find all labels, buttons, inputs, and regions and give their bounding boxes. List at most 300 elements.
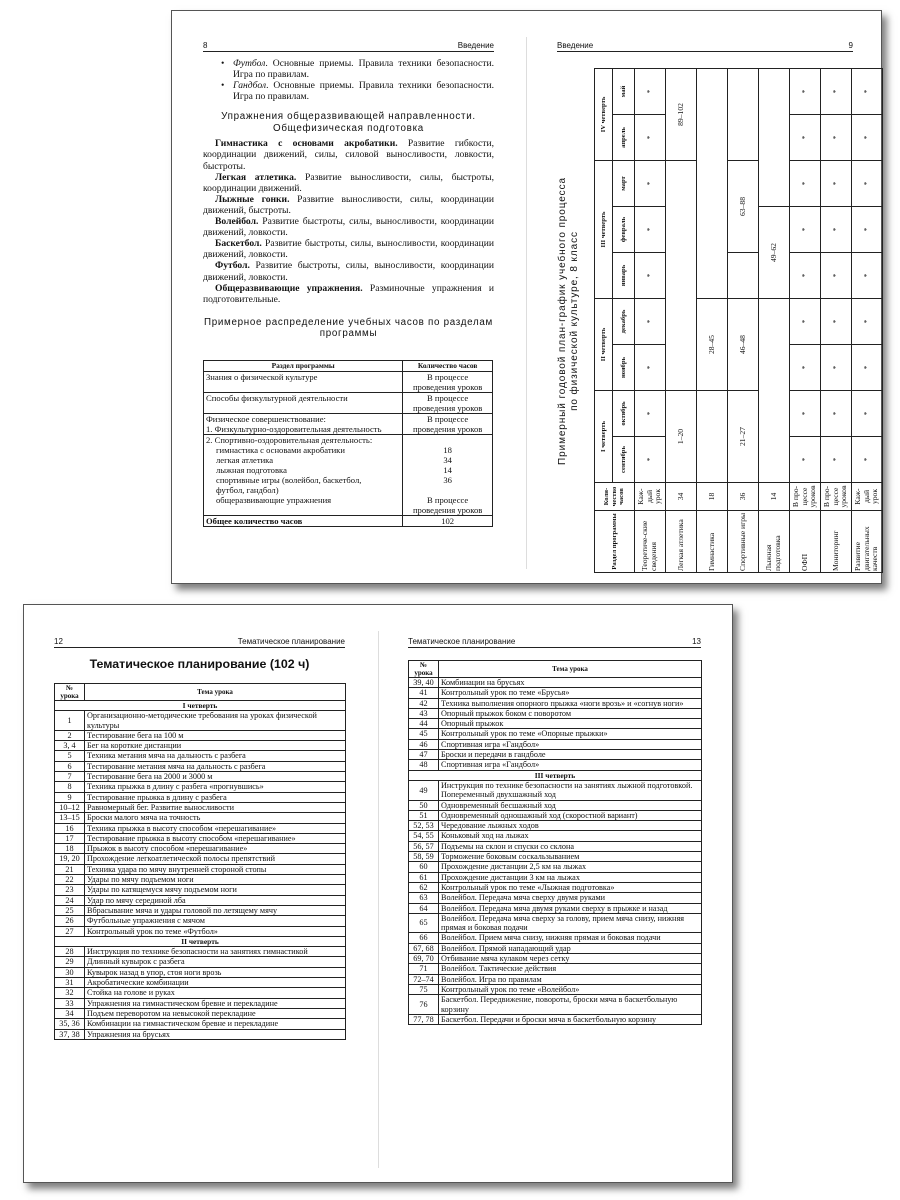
lesson-topic: Техника прыжка в длину с разбега «прогнувшись»: [85, 782, 346, 792]
row-section-label: Гимнастика: [697, 511, 728, 573]
mark-cell: *: [790, 207, 821, 253]
page-title: Тематическое планирование (102 ч): [89, 657, 310, 671]
lesson-topic: Волейбол. Передача мяча сверху двумя руками: [439, 893, 702, 903]
lesson-topic: Подъемы на склон и спуски со склона: [439, 841, 702, 851]
quarter-row: [409, 770, 702, 780]
mark-cell: *: [635, 114, 666, 160]
lesson-topic: Акробатические комбинации: [85, 978, 346, 988]
lesson-topic: Волейбол. Передача мяча сверху за голову, прием мяча снизу, нижняя прямая и боковая подачи: [439, 913, 702, 933]
lesson-topic: Техника прыжка в высоту способом «перешагивание»: [85, 823, 346, 833]
table-row: [409, 708, 702, 718]
running-header: [557, 41, 853, 52]
quarter-header: IV четверть: [595, 68, 613, 160]
hours-line: 18: [443, 445, 452, 455]
running-head-title: Тематическое планирование: [408, 637, 516, 646]
table-row: [55, 885, 346, 895]
section-line: лыжная подготовка: [216, 465, 287, 475]
schedule-table-body: [595, 68, 883, 572]
table-row: [55, 782, 346, 792]
col-header-number: № урока: [55, 684, 85, 701]
lesson-topic: Баскетбол. Передвижение, повороты, броски мяча в баскетбольную корзину: [439, 995, 702, 1015]
lesson-number: 58, 59: [409, 852, 439, 862]
lesson-topic: Тестирование бега на 100 м: [85, 730, 346, 740]
hours-line: В процессе проведения уроков: [412, 372, 483, 392]
page-number: 8: [203, 41, 208, 50]
lesson-number: 39, 40: [409, 678, 439, 688]
month-header: ноябрь: [613, 345, 635, 391]
lesson-topic: Спортивная игра «Гандбол»: [439, 739, 702, 749]
lesson-number: 65: [409, 913, 439, 933]
table-row: [409, 729, 702, 739]
lesson-topic: Одновременный одношажный ход (скоростной вариант): [439, 810, 702, 820]
month-header: январь: [613, 253, 635, 299]
table-row: [409, 954, 702, 964]
lesson-number: 60: [409, 862, 439, 872]
col-header-hours: Коли-чество часов: [595, 483, 635, 511]
lesson-number: 67, 68: [409, 943, 439, 953]
lesson-topic: Техника выполнения опорного прыжка «ноги врозь» и «согнув ноги»: [439, 698, 702, 708]
mark-cell: *: [852, 114, 883, 160]
lesson-number: 30: [55, 967, 85, 977]
mark-cell: *: [852, 160, 883, 206]
table-row: [55, 916, 346, 926]
lesson-topic: Волейбол. Игра по правилам: [439, 974, 702, 984]
mark-cell: *: [852, 68, 883, 114]
lesson-number: 62: [409, 882, 439, 892]
lesson-topic: Комбинации на брусьях: [439, 678, 702, 688]
row-section-label: Развитие двигательных качеств: [852, 511, 883, 573]
section-line: 1. Физкультурно-оздоровительная деятельность: [206, 424, 382, 434]
lesson-topic: Одновременный бесшажный ход: [439, 800, 702, 810]
lesson-number: 77, 78: [409, 1014, 439, 1024]
section-cell: [204, 435, 403, 516]
lesson-number: 16: [55, 823, 85, 833]
section-heading: Упражнения общеразвивающей направленности. Общефизическая подготовка: [221, 111, 476, 134]
hours-line: 14: [443, 465, 452, 475]
running-header: [408, 637, 701, 648]
table-row: [409, 831, 702, 841]
mark-cell: *: [635, 68, 666, 114]
paragraph-general: Общеразвивающие упражнения. Разминочные упражнения и подготовительные.: [203, 282, 494, 305]
lesson-topic: Тестирование метания мяча на дальность с разбега: [85, 761, 346, 771]
lesson-topic: Волейбол. Прием мяча снизу, нижняя прямая и боковая подачи: [439, 933, 702, 943]
mark-cell: *: [635, 299, 666, 345]
lesson-number: 76: [409, 995, 439, 1015]
mark-cell: *: [821, 114, 852, 160]
mark-cell: *: [852, 437, 883, 483]
lesson-topic: Контрольный урок по теме «Брусья»: [439, 688, 702, 698]
quarter-header: I четверть: [595, 391, 613, 483]
page-number: 12: [54, 637, 63, 646]
lesson-topic: Спортивная игра «Гандбол»: [439, 760, 702, 770]
schedule-row: [852, 68, 883, 572]
lesson-number: 71: [409, 964, 439, 974]
lesson-topic: Комбинации на гимнастическом бревне и перекладине: [85, 1019, 346, 1029]
table-row: [409, 698, 702, 708]
lesson-topic: Бег на короткие дистанции: [85, 741, 346, 751]
lesson-topic: Кувырок назад в упор, стоя ноги врозь: [85, 967, 346, 977]
table-row: [409, 750, 702, 760]
table-row: [55, 905, 346, 915]
table-row: [409, 780, 702, 800]
lesson-number: 66: [409, 933, 439, 943]
lesson-number: 44: [409, 719, 439, 729]
schedule-title-line-2: по физической культуре, 8 класс: [569, 231, 580, 411]
schedule-row: [759, 68, 790, 572]
table-row: [55, 988, 346, 998]
table-row: [409, 739, 702, 749]
table-row: [409, 995, 702, 1015]
mark-cell: *: [790, 391, 821, 437]
section-line: футбол, гандбол): [216, 485, 279, 495]
table-row: [55, 854, 346, 864]
hours-cell: [403, 414, 493, 435]
section-cell: [204, 372, 403, 393]
section-line: спортивные игры (волейбол, баскетбол,: [216, 475, 362, 485]
table-row: [55, 926, 346, 936]
lesson-topic: Прыжок в высоту способом «перешагивание»: [85, 844, 346, 854]
mark-cell: *: [821, 437, 852, 483]
lesson-number: 25: [55, 905, 85, 915]
hours-line: [405, 485, 490, 495]
schedule-row: [790, 68, 821, 572]
lesson-number: 69, 70: [409, 954, 439, 964]
table-row: [55, 741, 346, 751]
lesson-number: 21: [55, 864, 85, 874]
mark-cell: *: [790, 253, 821, 299]
lesson-topic: Тестирование прыжка в высоту способом «перешагивание»: [85, 833, 346, 843]
paragraph-basketball: Баскетбол. Развитие быстроты, силы, выносливости, координации движений, ловкости.: [203, 238, 494, 261]
table-row: [55, 792, 346, 802]
running-header: [54, 637, 345, 648]
row-hours: 34: [666, 483, 697, 511]
lesson-number: 7: [55, 772, 85, 782]
lesson-number: 22: [55, 875, 85, 885]
mark-cell: *: [635, 391, 666, 437]
table-row: [409, 821, 702, 831]
row-section-label: ОФП: [790, 511, 821, 573]
month-header: сентябрь: [613, 437, 635, 483]
mark-cell: *: [790, 68, 821, 114]
total-label: Общее количество часов: [204, 516, 403, 527]
table-row: [55, 751, 346, 761]
row-section-label: Теоретиче-ские сведения: [635, 511, 666, 573]
table-row: [409, 964, 702, 974]
section-cell: [204, 393, 403, 414]
lesson-number: 48: [409, 760, 439, 770]
mark-cell: *: [821, 299, 852, 345]
mark-cell: *: [635, 253, 666, 299]
paragraph-ski: Лыжные гонки. Развитие выносливости, силы, координации движений, быстроты.: [203, 193, 495, 216]
lesson-topic: Волейбол. Тактические действия: [439, 964, 702, 974]
lesson-number: 3, 4: [55, 741, 85, 751]
table-row: [409, 933, 702, 943]
mark-cell: *: [790, 437, 821, 483]
section-line: Способы физкультурной деятельности: [206, 393, 348, 403]
month-header: декабрь: [613, 299, 635, 345]
lesson-topic: Техника метания мяча на дальность с разбега: [85, 751, 346, 761]
table-row: [55, 1029, 346, 1039]
lesson-topic: Тестирование бега на 2000 и 3000 м: [85, 772, 346, 782]
lesson-range-cell: 21–27: [728, 391, 759, 483]
hours-row: [204, 414, 493, 435]
table-row: [409, 984, 702, 994]
empty-cell: [728, 68, 759, 160]
section-cell: [204, 414, 403, 435]
lesson-topic: Прохождение дистанции 2,5 км на лыжах: [439, 862, 702, 872]
table-row: [55, 813, 346, 823]
lesson-number: 8: [55, 782, 85, 792]
hours-line: 36: [443, 475, 452, 485]
mark-cell: *: [852, 207, 883, 253]
quarter-label: II четверть: [55, 936, 346, 946]
lesson-topic: Прохождение дистанции 3 км на лыжах: [439, 872, 702, 882]
lesson-number: 43: [409, 708, 439, 718]
lesson-number: 2: [55, 730, 85, 740]
lesson-number: 31: [55, 978, 85, 988]
row-section-label: Лыжная подготовка: [759, 511, 790, 573]
lesson-topic: Удары по мячу подъемом ноги: [85, 875, 346, 885]
lesson-topic: Контрольный урок по теме «Лыжная подготовка»: [439, 882, 702, 892]
row-hours: Каж-дый урок: [852, 483, 883, 511]
running-head-title: Тематическое планирование: [237, 637, 345, 646]
table-row: [55, 1008, 346, 1018]
mark-cell: *: [790, 114, 821, 160]
table-row: [409, 943, 702, 953]
lesson-range-cell: 49–62: [759, 207, 790, 299]
lesson-topic: Техника удара по мячу внутренней стороной стопы: [85, 864, 346, 874]
mark-cell: *: [790, 160, 821, 206]
mark-cell: *: [635, 345, 666, 391]
table-row: [409, 841, 702, 851]
quarter-row: [55, 701, 346, 711]
table-row: [409, 893, 702, 903]
total-value: 102: [403, 516, 493, 527]
table-row: [55, 730, 346, 740]
row-hours: 14: [759, 483, 790, 511]
mark-cell: *: [821, 207, 852, 253]
table-row: [55, 864, 346, 874]
hours-line: 34: [443, 455, 452, 465]
running-head-title: Введение: [457, 41, 494, 50]
mark-cell: *: [852, 345, 883, 391]
lesson-number: 37, 38: [55, 1029, 85, 1039]
col-header-topic: Тема урока: [85, 684, 346, 701]
col-header-number: № урока: [409, 661, 439, 678]
section-line: легкая атлетика: [216, 455, 274, 465]
hours-line: В процессе проведения уроков: [412, 393, 483, 413]
lesson-topic: Инструкция по технике безопасности на занятиях лыжной подготовкой. Попеременный двухшажный ход: [439, 780, 702, 800]
hours-cell: [403, 372, 493, 393]
table-row: [55, 833, 346, 843]
lesson-number: 34: [55, 1008, 85, 1018]
lesson-topic: Чередование лыжных ходов: [439, 821, 702, 831]
lesson-number: 56, 57: [409, 841, 439, 851]
paragraph-athletics: Легкая атлетика. Развитие выносливости, силы, быстроты, координации движений.: [203, 171, 494, 194]
lesson-number: 1: [55, 711, 85, 731]
hours-distribution-table: [203, 360, 493, 527]
lesson-topic: Торможение боковым соскальзыванием: [439, 852, 702, 862]
lesson-topic: Броски и передачи в гандболе: [439, 750, 702, 760]
lesson-number: 29: [55, 957, 85, 967]
table-row: [409, 760, 702, 770]
schedule-table: [594, 68, 883, 573]
table-row: [409, 810, 702, 820]
section-line: 2. Спортивно-оздоровительная деятельность:: [206, 435, 373, 445]
table-row: [55, 823, 346, 833]
lesson-topic: Упражнения на брусьях: [85, 1029, 346, 1039]
mark-cell: *: [790, 345, 821, 391]
col-header-hours: Количество часов: [403, 361, 493, 372]
lesson-number: 28: [55, 947, 85, 957]
page-13: [378, 605, 732, 1182]
lesson-number: 50: [409, 800, 439, 810]
schedule-row: [635, 68, 666, 572]
mark-cell: *: [852, 391, 883, 437]
mark-cell: *: [790, 299, 821, 345]
lesson-range-cell: 89–102: [666, 68, 697, 160]
quarter-label: I четверть: [55, 701, 346, 711]
hours-cell: [403, 393, 493, 414]
paragraph-gymnastics: Гимнастика с основами акробатики. Развитие гибкости, координации движений, силы, силовой выносливости, ловкости, быстроты.: [203, 138, 494, 172]
lesson-number: 18: [55, 844, 85, 854]
lesson-topic: Равномерный бег. Развитие выносливости: [85, 802, 346, 812]
top-book-spread: [171, 10, 882, 584]
lesson-topic: Инструкция по технике безопасности на занятиях гимнастикой: [85, 947, 346, 957]
lesson-topic: Удар по мячу серединой лба: [85, 895, 346, 905]
hours-line: В процессе проведения уроков: [412, 495, 483, 515]
lesson-topic: Вбрасывание мяча и удары головой по летящему мячу: [85, 905, 346, 915]
running-head-title: Введение: [557, 41, 594, 50]
row-section-label: Спортивные игры: [728, 511, 759, 573]
table-row: [409, 872, 702, 882]
mark-cell: *: [635, 207, 666, 253]
schedule-row: [821, 68, 852, 572]
section-line: Физическое совершенствование:: [206, 414, 326, 424]
col-header-section: Раздел программы: [595, 511, 635, 573]
lesson-topic: Прохождение легкоатлетической полосы препятствий: [85, 854, 346, 864]
schedule-rotated-block: [557, 69, 880, 573]
schedule-rotated-content: [557, 69, 880, 573]
lesson-range-cell: 28–45: [697, 299, 728, 391]
schedule-header-row: [595, 68, 613, 572]
paragraph-volleyball: Волейбол. Развитие быстроты, силы, выносливости, координации движений, ловкости.: [203, 216, 494, 239]
lesson-number: 19, 20: [55, 854, 85, 864]
row-hours: В про-цессе уроков: [790, 483, 821, 511]
table-row: [55, 711, 346, 731]
thematic-table-left: [54, 683, 346, 1040]
running-header: [203, 41, 494, 52]
lesson-topic: Длинный кувырок с разбега: [85, 957, 346, 967]
col-header-topic: Тема урока: [439, 661, 702, 678]
lesson-number: 9: [55, 792, 85, 802]
lesson-range-cell: 63–88: [728, 160, 759, 252]
lesson-number: 72–74: [409, 974, 439, 984]
table-row: [55, 875, 346, 885]
lesson-number: 42: [409, 698, 439, 708]
quarter-row: [55, 936, 346, 946]
mark-cell: *: [821, 391, 852, 437]
lesson-number: 35, 36: [55, 1019, 85, 1029]
table-row: [55, 978, 346, 988]
lesson-topic: Опорный прыжок боком с поворотом: [439, 708, 702, 718]
empty-cell: [759, 299, 790, 483]
row-section-label: Легкая атлетика: [666, 511, 697, 573]
schedule-row: [728, 68, 759, 572]
lesson-number: 49: [409, 780, 439, 800]
lesson-topic: Опорный прыжок: [439, 719, 702, 729]
lesson-topic: Организационно-методические требования на уроках физической культуры: [85, 711, 346, 731]
table-row: [409, 688, 702, 698]
thematic-right-body: [409, 678, 702, 1025]
month-header: октябрь: [613, 391, 635, 437]
hours-cell: [403, 435, 493, 516]
lesson-topic: Контрольный урок по теме «Волейбол»: [439, 984, 702, 994]
table-row: [409, 974, 702, 984]
table-row: [409, 913, 702, 933]
thematic-left-body: [55, 701, 346, 1040]
lesson-topic: Броски малого мяча на точность: [85, 813, 346, 823]
lesson-topic: Волейбол. Прямой нападающий удар: [439, 943, 702, 953]
empty-cell: [728, 253, 759, 299]
table-row: [409, 852, 702, 862]
lesson-number: 75: [409, 984, 439, 994]
lesson-number: 10–12: [55, 802, 85, 812]
quarter-header: III четверть: [595, 160, 613, 298]
row-section-label: Мониторинг: [821, 511, 852, 573]
table-heading: Примерное распределение учебных часов по разделам программы: [203, 316, 493, 340]
lesson-number: 52, 53: [409, 821, 439, 831]
empty-cell: [697, 68, 728, 298]
lesson-number: 26: [55, 916, 85, 926]
row-hours: Каж-дый урок: [635, 483, 666, 511]
lesson-topic: Баскетбол. Передачи и броски мяча в баскетбольную корзину: [439, 1014, 702, 1024]
month-header: февраль: [613, 207, 635, 253]
mark-cell: *: [635, 160, 666, 206]
empty-cell: [666, 160, 697, 390]
lesson-number: 51: [409, 810, 439, 820]
lesson-range-cell: 46–48: [728, 299, 759, 391]
table-row: [55, 1019, 346, 1029]
lesson-number: 5: [55, 751, 85, 761]
lesson-number: 64: [409, 903, 439, 913]
hours-table-body: [204, 372, 493, 516]
paragraph-football: Футбол. Развитие быстроты, силы, выносливости, координации движений, ловкости.: [203, 260, 494, 283]
hours-row: [204, 435, 493, 516]
lesson-topic: Стойка на голове и руках: [85, 988, 346, 998]
page-12: [24, 605, 378, 1182]
total-row: [204, 516, 493, 527]
lesson-topic: Удары по катящемуся мячу подъемом ноги: [85, 885, 346, 895]
table-row: [55, 998, 346, 1008]
mark-cell: *: [821, 253, 852, 299]
lesson-number: 13–15: [55, 813, 85, 823]
mark-cell: *: [852, 299, 883, 345]
table-row: [55, 772, 346, 782]
schedule-title-line-1: Примерный годовой план-график учебного процесса: [557, 177, 568, 465]
lesson-number: 33: [55, 998, 85, 1008]
bullet-handball: • Гандбол. Основные приемы. Правила техники безопасности. Игра по правилам.: [203, 80, 494, 102]
table-row: [55, 802, 346, 812]
quarter-header: II четверть: [595, 299, 613, 391]
table-row: [55, 761, 346, 771]
lesson-topic: Отбивание мяча кулаком через сетку: [439, 954, 702, 964]
page-number: 13: [692, 637, 701, 646]
table-row: [409, 1014, 702, 1024]
row-hours: В про-цессе уроков: [821, 483, 852, 511]
lesson-number: 32: [55, 988, 85, 998]
month-header: март: [613, 160, 635, 206]
